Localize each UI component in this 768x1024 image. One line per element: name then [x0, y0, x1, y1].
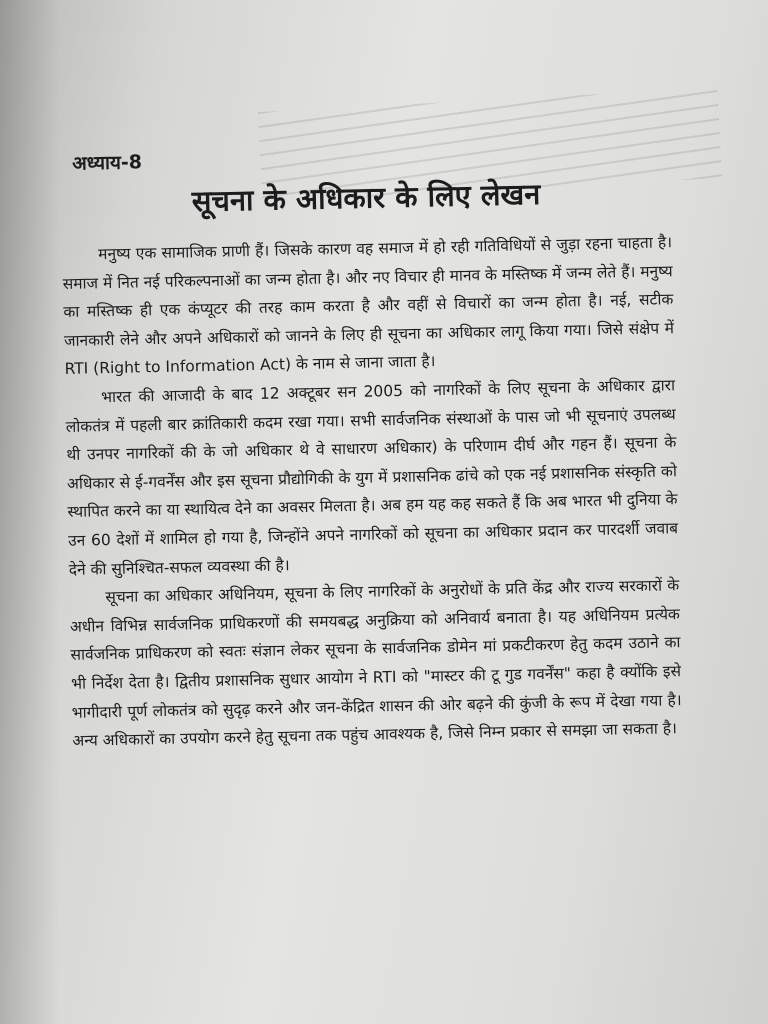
- paragraph-1: मनुष्य एक सामाजिक प्राणी हैं। जिसके कारण वह समाज में हो रही गतिविधियों से जुड़ा रहना चाहता है। समाज में नित नई परिकल्पनाओं का जन्म होता है। और नए विचार ही मानव के मस्तिष्क में जन्म लेते हैं। मनुष्य का मस्तिष्क ही एक कंप्यूटर की तरह काम करता है और वहीं से विचारों का जन्म होता है। नई, सटीक जानकारी लेने और अपने अधिकारों को जानने के लिए ही सूचना का अधिकार लागू किया गया। जिसे संक्षेप में RTI (Right to Information Act) के नाम से जाना जाता है।: [62, 233, 675, 379]
- page-title: सूचना के अधिकार के लिए लेखन: [191, 176, 541, 219]
- page-edge-shadow: [0, 0, 60, 1024]
- page-content: [60, 137, 683, 755]
- paragraph-2: भारत की आजादी के बाद 12 अक्टूबर सन 2005 को नागरिकों के लिए सूचना के अधिकार द्वारा लोकतंत्र में पहली बार क्रांतिकारी कदम रखा गया। सभी सार्वजनिक संस्थाओं के पास जो भी सूचनाएं उपलब्ध थी उनपर नागरिकों की के जो अधिकार थे वे साधारण अधिकार) के परिणाम दीर्घ और गहन हैं। सूचना के अधिकार से ई-गवर्नेंस और इस सूचना प्रौद्योगिकी के युग में प्रशासनिक ढांचे को एक नई प्रशासनिक संस्कृति को स्थापित करने का या स्थायित्व देने का अवसर मिलता है। अब हम यह कह सकते हैं कि अब भारत भी दुनिया के उन 60 देशों में शामिल हो गया है, जिन्होंने अपने नागरिकों को सूचना का अधिकार प्रदान कर पारदर्शी जवाब देने की सुनिश्चित-सफल व्यवस्था की है।: [65, 376, 679, 579]
- chapter-label: अध्याय-8: [72, 151, 143, 175]
- paragraph-3: सूचना का अधिकार अधिनियम, सूचना के लिए नागरिकों के अनुरोधों के प्रति केंद्र और राज्य सरकारों के अधीन विभिन्न सार्वजनिक प्राधिकरणों की समयबद्ध अनुक्रिया को अनिवार्य बनाता है। यह अधिनियम प्रत्येक सार्वजनिक प्राधिकरण को स्वतः संज्ञान लेकर सूचना के सार्वजनिक डोमेन मां प्रकटीकरण हेतु कदम उठाने का भी निर्देश देता है। द्वितीय प्रशासनिक सुधार आयोग ने RTI को "मास्टर की टू गुड गवर्नेंस" कहा है क्योंकि इसे भागीदारी पूर्ण लोकतंत्र को सुदृढ़ करने और जन-केंद्रित शासन की ओर बढ़ने की कुंजी के रूप में देखा गया है। अन्य अधिकारों का उपयोग करने हेतु सूचना तक पहुंच आवश्यक है, जिसे निम्न प्रकार से समझा जा सकता है।: [69, 576, 682, 750]
